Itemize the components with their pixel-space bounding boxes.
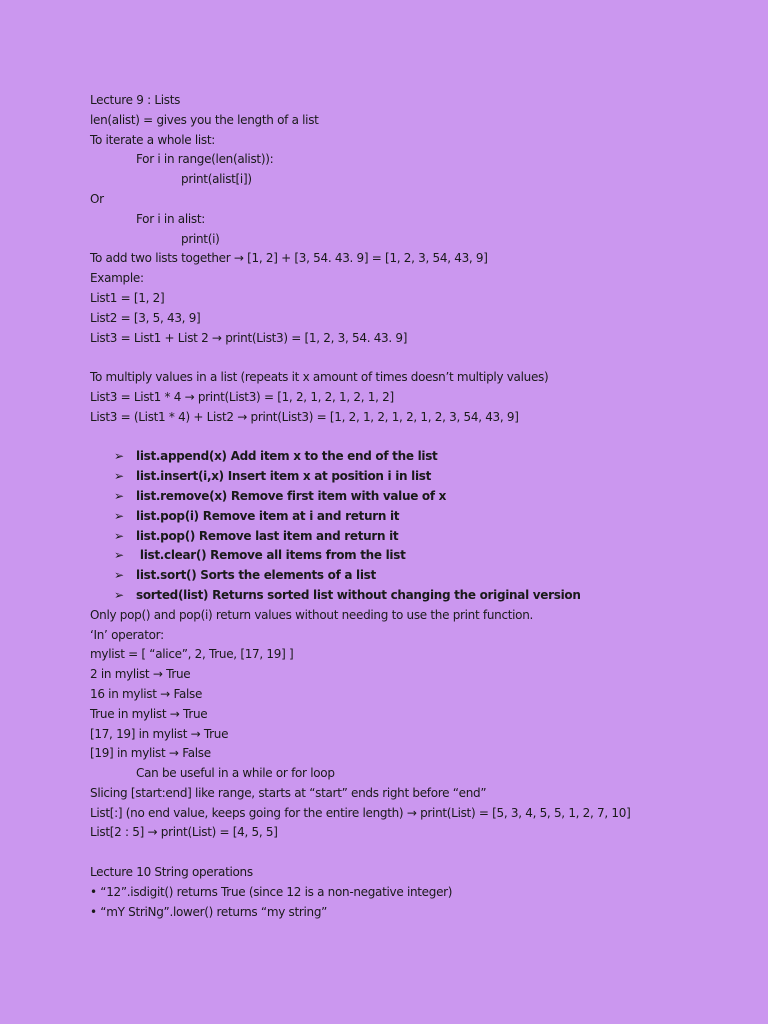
note-line: Example: bbox=[90, 271, 144, 286]
note-line: [19] in mylist → False bbox=[90, 746, 211, 761]
code-line: print(alist[i]) bbox=[181, 172, 252, 187]
note-line: True in mylist → True bbox=[90, 706, 208, 721]
bullet-item: ➢ list.remove(x) Remove first item with value of x bbox=[90, 487, 750, 507]
arrow-bullet-icon: ➢ bbox=[114, 469, 124, 484]
note-line: To multiply values in a list (repeats it x amount of times doesn’t multiply values) bbox=[90, 370, 549, 385]
note-line: List[2 : 5] → print(List) = [4, 5, 5] bbox=[90, 825, 278, 840]
note-line: Can be useful in a while or for loop bbox=[136, 766, 335, 781]
note-line: Slicing [start:end] like range, starts at “start” ends right before “end” bbox=[90, 785, 487, 800]
arrow-bullet-icon: ➢ bbox=[114, 449, 124, 464]
lecture-9-heading: Lecture 9 : Lists bbox=[90, 93, 181, 107]
note-line: List[:] (no end value, keeps going for the entire length) → print(List) = [5, 3, 4, 5, 5, 1, 2, 7, 10] bbox=[90, 805, 631, 820]
arrow-bullet-icon: ➢ bbox=[114, 528, 124, 543]
note-line: Only pop() and pop(i) return values without needing to use the print function. bbox=[90, 607, 534, 622]
note-line: Or bbox=[90, 191, 104, 206]
lecture-10-heading: Lecture 10 String operations bbox=[90, 865, 253, 880]
note-line: List3 = (List1 * 4) + List2 → print(List3) = [1, 2, 1, 2, 1, 2, 1, 2, 3, 54, 43, 9] bbox=[90, 409, 519, 424]
bullet-item: ➢ list.pop() Remove last item and return it bbox=[90, 527, 750, 547]
arrow-bullet-icon: ➢ bbox=[114, 508, 124, 523]
bullet-item: ➢ list.append(x) Add item x to the end of the list bbox=[90, 447, 750, 467]
arrow-bullet-icon: ➢ bbox=[114, 568, 124, 583]
note-line: • “mY StriNg”.lower() returns “my string” bbox=[90, 904, 328, 919]
bullet-item: ➢ list.sort() Sorts the elements of a list bbox=[90, 566, 750, 586]
spacer bbox=[90, 428, 750, 448]
arrow-bullet-icon: ➢ bbox=[114, 488, 124, 503]
note-line: • “12”.isdigit() returns True (since 12 is a non-negative integer) bbox=[90, 884, 453, 899]
notes-page bbox=[90, 91, 750, 922]
note-line: ‘In’ operator: bbox=[90, 627, 164, 642]
note-line: len(alist) = gives you the length of a list bbox=[90, 112, 319, 127]
bullet-item: ➢ list.insert(i,x) Insert item x at position i in list bbox=[90, 467, 750, 487]
bullet-item: ➢ list.clear() Remove all items from the list bbox=[90, 546, 750, 566]
note-line: To add two lists together → [1, 2] + [3, 54. 43. 9] = [1, 2, 3, 54, 43, 9] bbox=[90, 251, 488, 266]
note-line: 16 in mylist → False bbox=[90, 686, 203, 701]
code-line: For i in alist: bbox=[136, 211, 205, 226]
note-line: To iterate a whole list: bbox=[90, 132, 215, 147]
spacer bbox=[90, 843, 750, 863]
note-line: List1 = [1, 2] bbox=[90, 290, 165, 305]
note-line: [17, 19] in mylist → True bbox=[90, 726, 229, 741]
bullet-item: ➢ sorted(list) Returns sorted list without changing the original version bbox=[90, 586, 750, 606]
spacer bbox=[90, 348, 750, 368]
arrow-bullet-icon: ➢ bbox=[114, 548, 124, 563]
bullet-item: ➢ list.pop(i) Remove item at i and return it bbox=[90, 507, 750, 527]
note-line: mylist = [ “alice”, 2, True, [17, 19] ] bbox=[90, 647, 294, 662]
code-line: print(i) bbox=[181, 231, 220, 246]
code-line: For i in range(len(alist)): bbox=[136, 152, 274, 167]
note-line: List3 = List1 * 4 → print(List3) = [1, 2, 1, 2, 1, 2, 1, 2] bbox=[90, 389, 394, 404]
note-line: List3 = List1 + List 2 → print(List3) = [1, 2, 3, 54. 43. 9] bbox=[90, 330, 408, 345]
note-line: 2 in mylist → True bbox=[90, 667, 191, 682]
note-line: List2 = [3, 5, 43, 9] bbox=[90, 310, 201, 325]
arrow-bullet-icon: ➢ bbox=[114, 587, 124, 602]
